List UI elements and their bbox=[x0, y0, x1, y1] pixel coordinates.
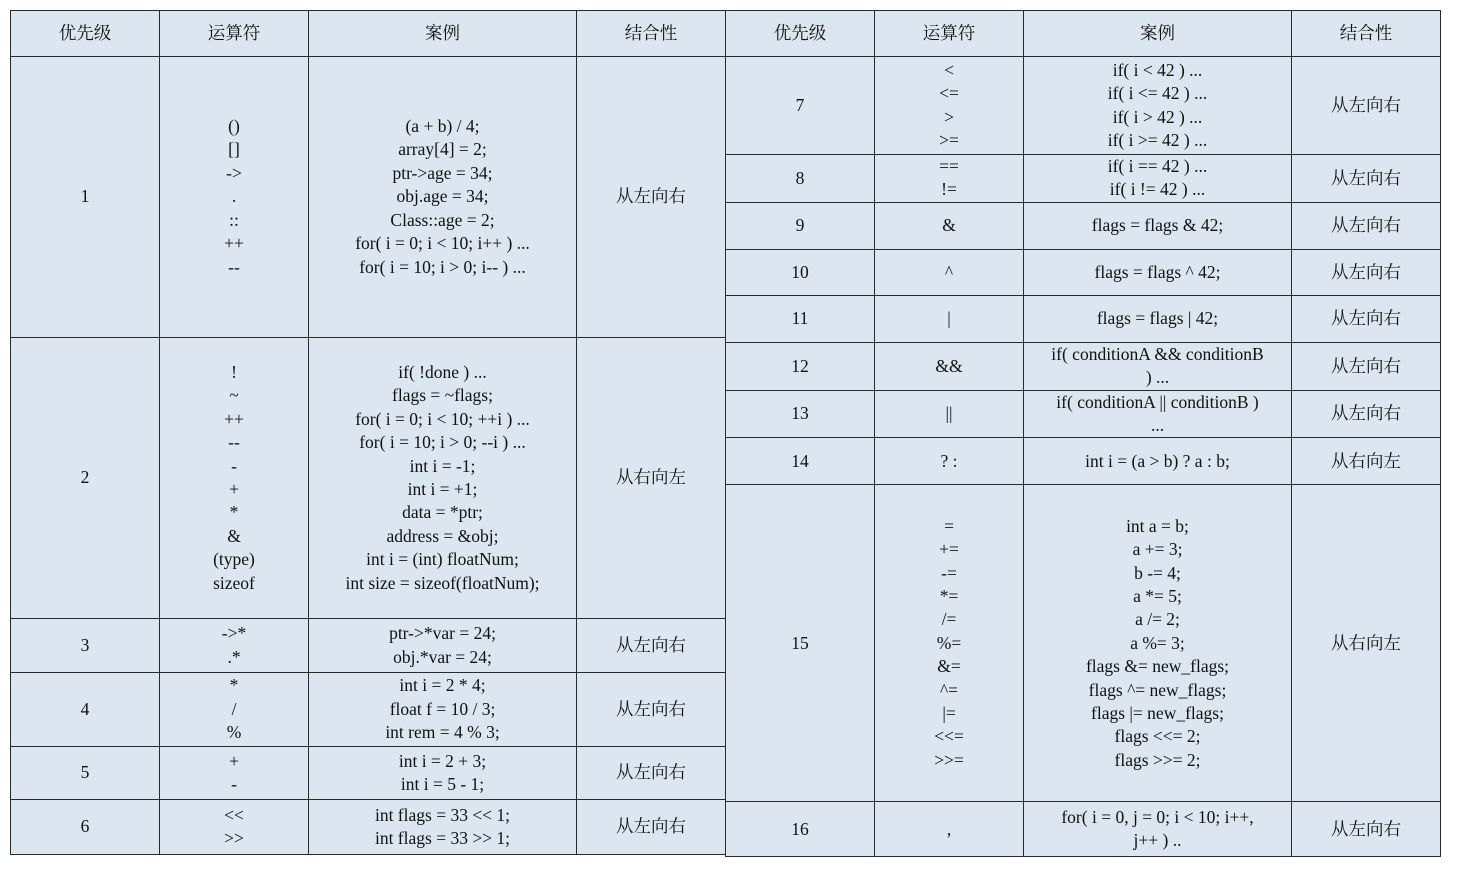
operator-cell: && bbox=[875, 342, 1024, 390]
header-associativity: 结合性 bbox=[577, 11, 726, 57]
associativity-cell: 从左向右 bbox=[1292, 390, 1441, 438]
header-row bbox=[11, 11, 726, 57]
header-example: 案例 bbox=[309, 11, 577, 57]
precedence-cell: 8 bbox=[726, 155, 875, 203]
operator-cell: == != bbox=[875, 155, 1024, 203]
table-row bbox=[726, 438, 1441, 485]
precedence-cell: 3 bbox=[11, 619, 160, 673]
table-row bbox=[11, 57, 726, 338]
example-cell: flags = flags & 42; bbox=[1024, 202, 1292, 249]
precedence-cell: 5 bbox=[11, 747, 160, 800]
operator-cell: + - bbox=[160, 747, 309, 800]
example-cell: if( conditionA || conditionB ) ... bbox=[1024, 390, 1292, 438]
example-cell: if( !done ) ... flags = ~flags; for( i = 0; i < 10; ++i ) ... for( i = 10; i > 0; --i ) ... int i = -1; int i = +1; data = *ptr; address = &obj; int i = (int) floatNum; int size = sizeof(floatNum); bbox=[309, 338, 577, 619]
associativity-cell: 从左向右 bbox=[577, 57, 726, 338]
operator-cell: || bbox=[875, 390, 1024, 438]
table-row bbox=[11, 747, 726, 800]
precedence-cell: 4 bbox=[11, 673, 160, 747]
table-row bbox=[726, 485, 1441, 802]
table-row bbox=[726, 802, 1441, 857]
associativity-cell: 从左向右 bbox=[577, 619, 726, 673]
table-row bbox=[726, 202, 1441, 249]
operator-precedence-table bbox=[10, 10, 1440, 855]
example-cell: int a = b; a += 3; b -= 4; a *= 5; a /= 2; a %= 3; flags &= new_flags; flags ^= new_flags; flags |= new_flags; flags <<= 2; flags >>= 2; bbox=[1024, 485, 1292, 802]
operator-cell: * / % bbox=[160, 673, 309, 747]
operator-cell: () [] -> . :: ++ -- bbox=[160, 57, 309, 338]
precedence-cell: 13 bbox=[726, 390, 875, 438]
header-example: 案例 bbox=[1024, 11, 1292, 57]
operator-cell: < <= > >= bbox=[875, 57, 1024, 155]
associativity-cell: 从左向右 bbox=[1292, 57, 1441, 155]
table-row bbox=[11, 338, 726, 619]
table-row bbox=[726, 57, 1441, 155]
header-precedence: 优先级 bbox=[11, 11, 160, 57]
operator-cell: = += -= *= /= %= &= ^= |= <<= >>= bbox=[875, 485, 1024, 802]
precedence-cell: 6 bbox=[11, 800, 160, 855]
associativity-cell: 从右向左 bbox=[1292, 485, 1441, 802]
header-associativity: 结合性 bbox=[1292, 11, 1441, 57]
precedence-cell: 9 bbox=[726, 202, 875, 249]
example-cell: int i = 2 + 3; int i = 5 - 1; bbox=[309, 747, 577, 800]
operator-cell: ^ bbox=[875, 249, 1024, 295]
example-cell: for( i = 0, j = 0; i < 10; i++, j++ ) .. bbox=[1024, 802, 1292, 857]
header-precedence: 优先级 bbox=[726, 11, 875, 57]
precedence-cell: 11 bbox=[726, 295, 875, 342]
precedence-cell: 10 bbox=[726, 249, 875, 295]
operator-cell: & bbox=[875, 202, 1024, 249]
example-cell: if( i == 42 ) ... if( i != 42 ) ... bbox=[1024, 155, 1292, 203]
example-cell: int i = 2 * 4; float f = 10 / 3; int rem = 4 % 3; bbox=[309, 673, 577, 747]
operator-cell: | bbox=[875, 295, 1024, 342]
associativity-cell: 从右向左 bbox=[577, 338, 726, 619]
associativity-cell: 从右向左 bbox=[1292, 438, 1441, 485]
header-operator: 运算符 bbox=[160, 11, 309, 57]
left-table bbox=[10, 10, 726, 855]
precedence-cell: 7 bbox=[726, 57, 875, 155]
example-cell: flags = flags ^ 42; bbox=[1024, 249, 1292, 295]
table-row bbox=[726, 390, 1441, 438]
precedence-cell: 1 bbox=[11, 57, 160, 338]
example-cell: int flags = 33 << 1; int flags = 33 >> 1; bbox=[309, 800, 577, 855]
associativity-cell: 从左向右 bbox=[1292, 295, 1441, 342]
table-row bbox=[726, 249, 1441, 295]
operator-cell: << >> bbox=[160, 800, 309, 855]
table-row bbox=[11, 800, 726, 855]
example-cell: if( conditionA && conditionB ) ... bbox=[1024, 342, 1292, 390]
precedence-cell: 2 bbox=[11, 338, 160, 619]
operator-cell: , bbox=[875, 802, 1024, 857]
associativity-cell: 从左向右 bbox=[577, 673, 726, 747]
table-row bbox=[11, 619, 726, 673]
right-table bbox=[725, 10, 1441, 857]
example-cell: (a + b) / 4; array[4] = 2; ptr->age = 34; obj.age = 34; Class::age = 2; for( i = 0; i < 10; i++ ) ... for( i = 10; i > 0; i-- ) ... bbox=[309, 57, 577, 338]
table-row bbox=[726, 155, 1441, 203]
precedence-cell: 12 bbox=[726, 342, 875, 390]
operator-cell: ? : bbox=[875, 438, 1024, 485]
precedence-cell: 14 bbox=[726, 438, 875, 485]
example-cell: flags = flags | 42; bbox=[1024, 295, 1292, 342]
associativity-cell: 从左向右 bbox=[1292, 202, 1441, 249]
table-row bbox=[726, 342, 1441, 390]
table-row bbox=[726, 295, 1441, 342]
operator-cell: ->* .* bbox=[160, 619, 309, 673]
precedence-cell: 16 bbox=[726, 802, 875, 857]
associativity-cell: 从左向右 bbox=[1292, 155, 1441, 203]
header-row bbox=[726, 11, 1441, 57]
precedence-cell: 15 bbox=[726, 485, 875, 802]
associativity-cell: 从左向右 bbox=[1292, 802, 1441, 857]
associativity-cell: 从左向右 bbox=[577, 747, 726, 800]
example-cell: if( i < 42 ) ... if( i <= 42 ) ... if( i > 42 ) ... if( i >= 42 ) ... bbox=[1024, 57, 1292, 155]
associativity-cell: 从左向右 bbox=[577, 800, 726, 855]
example-cell: int i = (a > b) ? a : b; bbox=[1024, 438, 1292, 485]
associativity-cell: 从左向右 bbox=[1292, 249, 1441, 295]
associativity-cell: 从左向右 bbox=[1292, 342, 1441, 390]
header-operator: 运算符 bbox=[875, 11, 1024, 57]
operator-cell: ! ~ ++ -- - + * & (type) sizeof bbox=[160, 338, 309, 619]
table-row bbox=[11, 673, 726, 747]
example-cell: ptr->*var = 24; obj.*var = 24; bbox=[309, 619, 577, 673]
